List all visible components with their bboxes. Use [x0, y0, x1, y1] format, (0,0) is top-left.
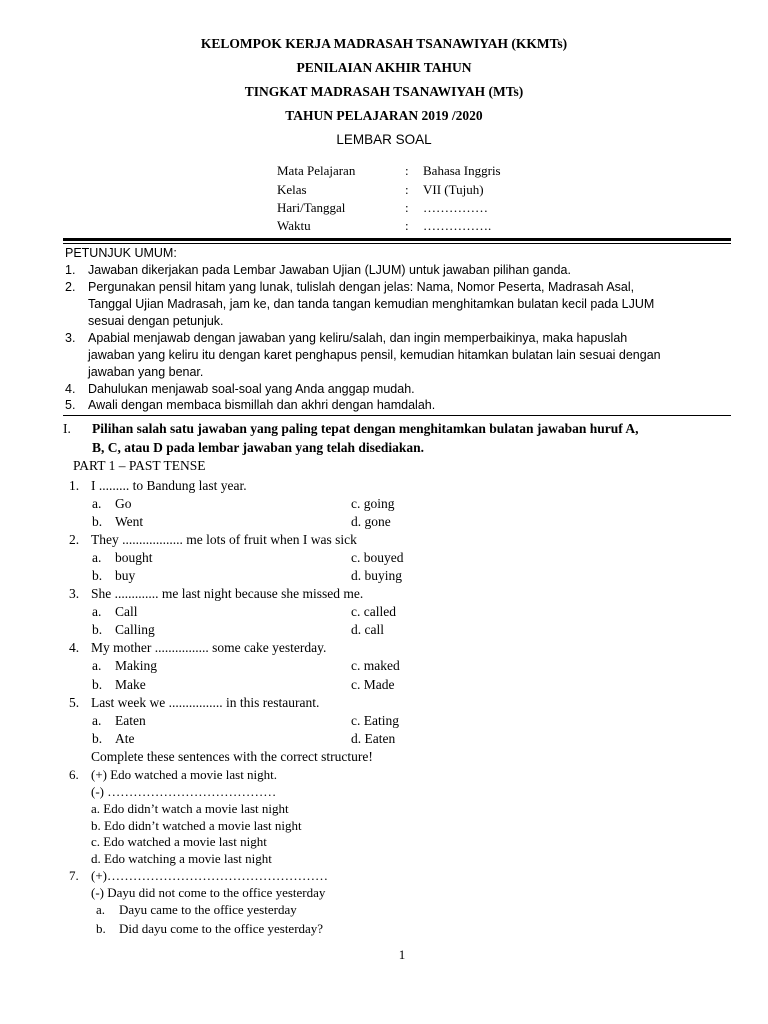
header-line-4: TAHUN PELAJARAN 2019 /2020 [285, 108, 483, 123]
header-line-1: KELOMPOK KERJA MADRASAH TSANAWIYAH (KKMTs) [200, 36, 568, 51]
info-value: …………… [423, 200, 488, 215]
option-a: Call [115, 604, 138, 619]
info-sep: : [405, 200, 409, 215]
instruction-number: 3. [65, 331, 76, 345]
option-b: Make [115, 677, 146, 692]
option-c: c. Eating [351, 713, 399, 728]
option-letter: a. [92, 658, 102, 673]
instruction-number: 5. [65, 398, 76, 412]
info-sep: : [405, 182, 409, 197]
question-text: (+) Edo watched a movie last night. [91, 767, 278, 782]
info-label: Mata Pelajaran [277, 163, 356, 178]
complete-instruction: Complete these sentences with the correct structure! [91, 749, 373, 764]
part-title: PART 1 – PAST TENSE [73, 458, 206, 473]
info-label: Waktu [277, 218, 311, 233]
divider-thick [63, 238, 731, 241]
option-a: Go [115, 496, 132, 511]
option-letter: a. [92, 550, 102, 565]
option-letter: a. [92, 496, 102, 511]
instruction-text: jawaban yang benar. [88, 365, 204, 379]
option-d: d. Edo watching a movie last night [91, 851, 272, 866]
option-a: Dayu came to the office yesterday [119, 902, 297, 917]
question-text: She ............. me last night because she missed me. [91, 586, 364, 601]
option-a: Eaten [115, 713, 146, 728]
instruction-text: Awali dengan membaca bismillah dan akhri dengan hamdalah. [88, 398, 436, 412]
option-a: a. Edo didn’t watch a movie last night [91, 801, 289, 816]
question-blank: (+)…………………………………………… [91, 868, 328, 883]
question-number: 4. [69, 640, 80, 655]
option-a: Making [115, 658, 157, 673]
question-number: 7. [69, 868, 79, 883]
instructions-title: PETUNJUK UMUM: [65, 246, 177, 260]
option-b: b. Edo didn’t watched a movie last night [91, 818, 302, 833]
instruction-text: Dahulukan menjawab soal-soal yang Anda anggap mudah. [88, 382, 415, 396]
question-number: 3. [69, 586, 80, 601]
option-letter: a. [92, 713, 102, 728]
option-letter: b. [96, 921, 106, 936]
instruction-text: Apabial menjawab dengan jawaban yang keliru/salah, dan ingin memperbaikinya, maka hapuslah [88, 331, 628, 345]
option-c: c. Edo watched a movie last night [91, 834, 267, 849]
option-b: Went [115, 514, 144, 529]
info-label: Hari/Tanggal [277, 200, 346, 215]
option-d: d. buying [351, 568, 403, 583]
info-value: ……………. [423, 218, 492, 233]
option-c: c. going [351, 496, 395, 511]
section-instruction: B, C, atau D pada lembar jawaban yang telah disediakan. [92, 440, 425, 455]
info-sep: : [405, 218, 409, 233]
header-line-2: PENILAIAN AKHIR TAHUN [296, 60, 472, 75]
option-b: Calling [115, 622, 155, 637]
question-text: Last week we ................ in this restaurant. [91, 695, 320, 710]
option-letter: b. [92, 622, 103, 637]
question-number: 5. [69, 695, 80, 710]
option-d: d. call [351, 622, 384, 637]
section-number: I. [63, 421, 71, 436]
section-instruction: Pilihan salah satu jawaban yang paling tepat dengan menghitamkan bulatan jawaban huruf A, [92, 421, 639, 436]
instruction-text: Tanggal Ujian Madrasah, jam ke, dan tanda tangan kemudian menghitamkan bulatan kecil pada LJUM [88, 297, 655, 311]
question-text: My mother ................ some cake yesterday. [91, 640, 327, 655]
option-b: Ate [115, 731, 135, 746]
option-d: c. Made [351, 677, 395, 692]
instruction-text: Jawaban dikerjakan pada Lembar Jawaban Ujian (LJUM) untuk jawaban pilihan ganda. [88, 263, 571, 277]
option-b: Did dayu come to the office yesterday? [119, 921, 324, 936]
question-text: (-) Dayu did not come to the office yesterday [91, 885, 326, 900]
info-label: Kelas [277, 182, 307, 197]
instruction-text: sesuai dengan petunjuk. [88, 314, 224, 328]
header-line-3: TINGKAT MADRASAH TSANAWIYAH (MTs) [244, 84, 524, 99]
option-letter: b. [92, 677, 103, 692]
question-text: They .................. me lots of fruit when I was sick [91, 532, 357, 547]
info-value: VII (Tujuh) [423, 182, 484, 197]
instruction-text: Pergunakan pensil hitam yang lunak, tulislah dengan jelas: Nama, Nomor Peserta, Madrasah Asal, [88, 280, 635, 294]
option-c: c. maked [351, 658, 400, 673]
option-d: d. Eaten [351, 731, 396, 746]
option-letter: b. [92, 514, 103, 529]
page-subtitle: LEMBAR SOAL [336, 132, 432, 147]
info-value: Bahasa Inggris [423, 163, 501, 178]
option-letter: b. [92, 731, 103, 746]
instruction-number: 1. [65, 263, 76, 277]
instruction-text: jawaban yang keliru itu dengan karet penghapus pensil, kemudian hitamkan bulatan lain sesuai dengan [88, 348, 661, 362]
question-blank: (-) ………………………………… [91, 784, 277, 799]
question-text: I ......... to Bandung last year. [91, 478, 247, 493]
page-number: 1 [398, 947, 406, 962]
option-b: buy [115, 568, 136, 583]
option-a: bought [115, 550, 153, 565]
option-c: c. bouyed [351, 550, 404, 565]
option-c: c. called [351, 604, 396, 619]
option-letter: b. [92, 568, 103, 583]
question-number: 6. [69, 767, 79, 782]
option-d: d. gone [351, 514, 391, 529]
question-number: 2. [69, 532, 80, 547]
info-sep: : [405, 163, 409, 178]
divider-thin [63, 243, 731, 244]
option-letter: a. [96, 902, 106, 917]
option-letter: a. [92, 604, 102, 619]
question-number: 1. [69, 478, 80, 493]
instruction-number: 2. [65, 280, 76, 294]
instruction-number: 4. [65, 382, 76, 396]
divider-section [63, 415, 731, 416]
